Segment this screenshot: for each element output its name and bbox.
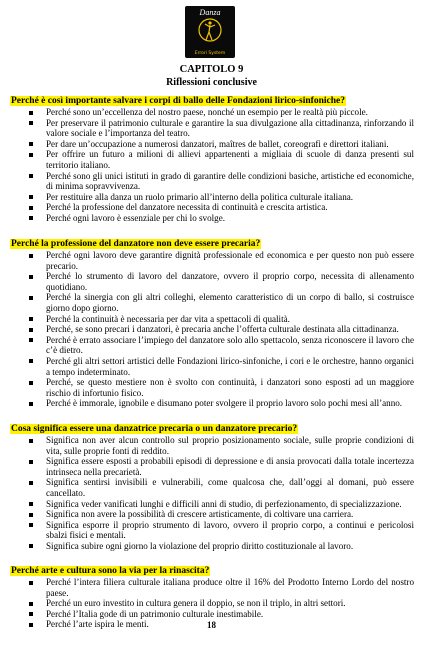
list-item: Perché l’arte ispira le menti. [10, 619, 414, 630]
list-item: Perché, se questo mestiere non è svolto con continuità, i danzatori sono esposti ad un maggiore rischio di infortunio fisico. [10, 377, 414, 398]
dancer-icon [197, 17, 223, 47]
chapter-subtitle: Riflessioni conclusive [166, 77, 257, 88]
list-item: Perché ogni lavoro deve garantire dignità professionale ed economica e per questo non può essere precario. [10, 250, 414, 271]
list-item: Perché ogni lavoro è essenziale per chi lo svolge. [10, 213, 414, 224]
list-item: Perché gli altri settori artistici delle Fondazioni lirico-sinfoniche, i cori e le orchestre, hanno organici a tempo indeterminato. [10, 356, 414, 377]
list-item: Per offrire un futuro a milioni di allievi appartenenti a migliaia di scuole di danza presenti sul territorio italiano. [10, 149, 414, 170]
list-item: Perché sono gli unici istituti in grado di garantire delle condizioni basiche, artistiche ed economiche, di minima sopravvivenza. [10, 171, 414, 192]
list-item: Significa sentirsi invisibili e vulnerabili, come qualcosa che, dall’oggi al domani, può essere cancellato. [10, 477, 414, 498]
list-item: Perché l’Italia gode di un patrimonio culturale inestimabile. [10, 609, 414, 620]
section-2 [10, 239, 414, 409]
logo-brand: Danza [199, 8, 221, 17]
list-item: Per restituire alla danza un ruolo primario all’interno della politica culturale italiana. [10, 192, 414, 203]
section-question: Perché è così importante salvare i corpi di ballo delle Fondazioni lirico-sinfoniche? [11, 96, 345, 106]
list-item: Perché lo strumento di lavoro del danzatore, ovvero il proprio corpo, necessita di allenamento quotidiano. [10, 271, 414, 292]
list-item: Significa non avere la possibilità di crescere artisticamente, di coltivare una carriera. [10, 509, 414, 520]
list-item: Perché l’intera filiera culturale italiana produce oltre il 16% del Prodotto Interno Lordo del nostro paese. [10, 577, 414, 598]
list-item: Perché la sinergia con gli altri colleghi, elemento caratteristico di un corpo di ballo, si costruisce giorno dopo giorno. [10, 292, 414, 313]
logo-subtitle: Errori System [194, 51, 226, 56]
list-item: Perché è errato associare l’impiego del danzatore solo allo spettacolo, senza riconoscere il lavoro che c’è dietro. [10, 335, 414, 356]
list-item: Perché è immorale, ignobile e disumano poter svolgere il proprio lavoro solo pochi mesi all’anno. [10, 398, 414, 409]
list-item: Significa veder vanificati lunghi e difficili anni di studio, di perfezionamento, di specializzazione. [10, 499, 414, 510]
list-item: Per dare un’occupazione a numerosi danzatori, maîtres de ballet, coreografi e direttori italiani. [10, 139, 414, 150]
section-question: Perché la professione del danzatore non deve essere precaria? [11, 239, 261, 249]
section-3 [10, 424, 414, 552]
chapter-heading: CAPITOLO 9 [179, 64, 244, 75]
logo [185, 6, 235, 58]
bullet-list [10, 107, 414, 224]
section-1 [10, 96, 414, 224]
list-item: Significa essere esposti a probabili episodi di depressione e di ansia provocati dalla totale incertezza intrinseca nella precarietà. [10, 456, 414, 477]
bullet-list [10, 435, 414, 552]
list-item: Significa non aver alcun controllo sul proprio posizionamento sociale, sulle proprie condizioni di vita, sulle proprie fonti di reddito. [10, 435, 414, 456]
list-item: Perché sono un’eccellenza del nostro paese, nonché un esempio per le realtà più piccole. [10, 107, 414, 118]
list-item: Perché un euro investito in cultura genera il doppio, se non il triplo, in altri settori. [10, 598, 414, 609]
list-item: Perché, se sono precari i danzatori, è precaria anche l’offerta culturale destinata alla cittadinanza. [10, 324, 414, 335]
page-number: 18 [207, 620, 216, 630]
list-item: Perché la continuità è necessaria per dar vita a spettacoli di qualità. [10, 314, 414, 325]
list-item: Perché la professione del danzatore necessita di continuità e crescita artistica. [10, 202, 414, 213]
list-item: Significa subire ogni giorno la violazione del proprio diritto costituzionale al lavoro. [10, 541, 414, 552]
section-question: Perché arte e cultura sono la via per la rinascita? [11, 566, 210, 576]
list-item: Per preservare il patrimonio culturale e garantire la sua divulgazione alla cittadinanza, rinforzando il valore sociale e l’importanza del teatro. [10, 118, 414, 139]
list-item: Significa esporre il proprio strumento di lavoro, ovvero il proprio corpo, a continui e pericolosi sbalzi fisici e mentali. [10, 520, 414, 541]
section-question: Cosa significa essere una danzatrice precaria o un danzatore precario? [11, 424, 298, 434]
bullet-list [10, 250, 414, 409]
